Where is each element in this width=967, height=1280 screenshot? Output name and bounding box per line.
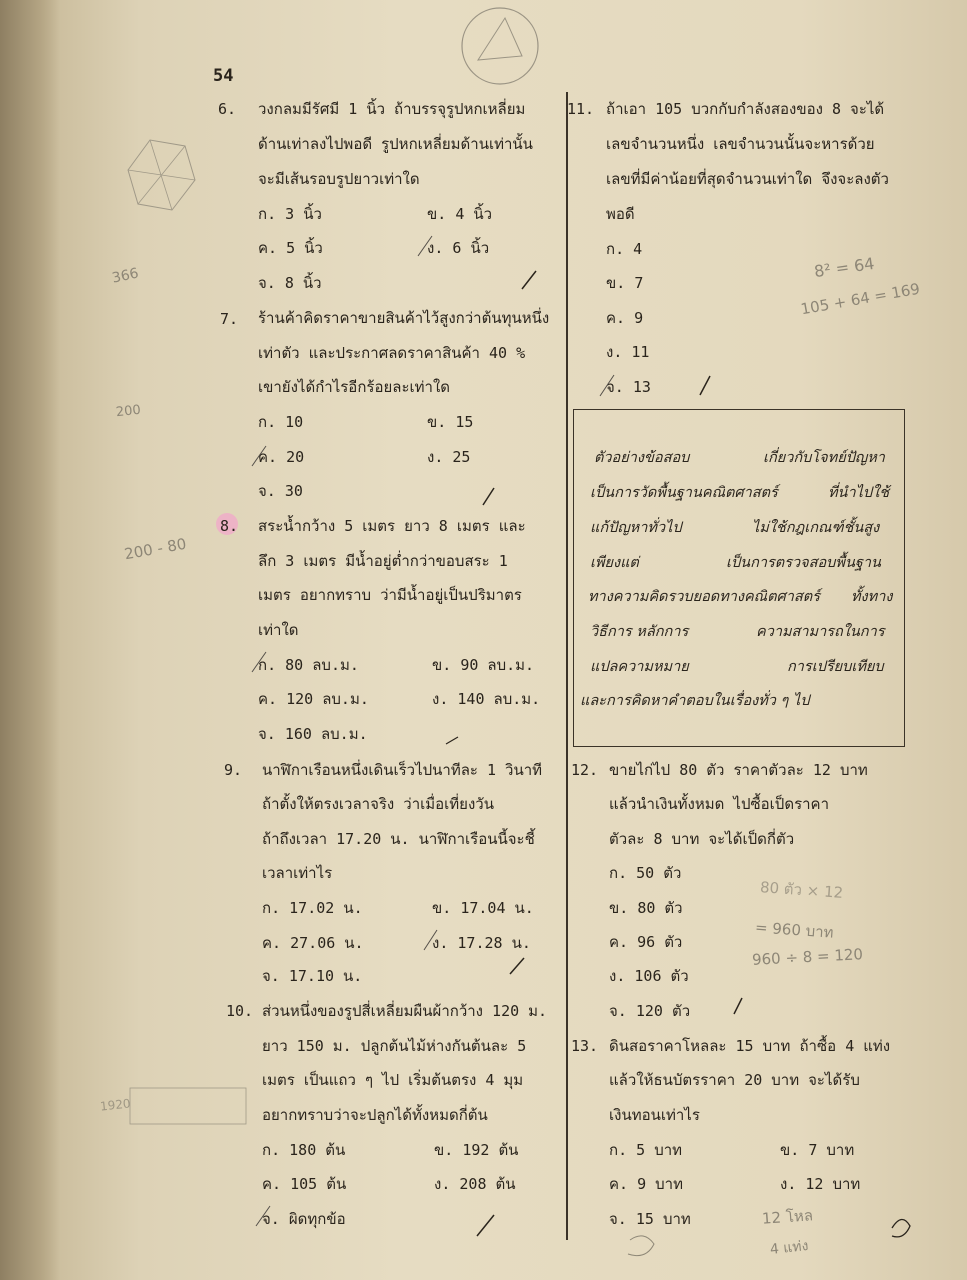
- note-line-right: ที่นำไปใช้: [828, 485, 890, 501]
- option[interactable]: จ. ผิดทุกข้อ: [262, 1210, 346, 1228]
- question-text-line: เลขที่มีค่าน้อยที่สุดจำนวนเท่าใด จึงจะลงตัว: [606, 170, 889, 188]
- question-text-line: ส่วนหนึ่งของรูปสี่เหลี่ยมผืนผ้ากว้าง 120 ม.: [262, 1002, 548, 1020]
- option[interactable]: ง. 6 นิ้ว: [427, 239, 490, 257]
- option[interactable]: ง. 140 ลบ.ม.: [432, 690, 541, 708]
- answer-tick: [700, 376, 710, 395]
- option[interactable]: จ. 30: [258, 482, 303, 500]
- question-text-line: เมตร เป็นแถว ๆ ไป เริ่มต้นตรง 4 มุม: [262, 1071, 524, 1089]
- question-text-line: ด้านเท่าลงไปพอดี รูปหกเหลี่ยมด้านเท่านั้น: [258, 135, 533, 153]
- note-line-left: และการคิดหาคำตอบในเรื่องทั่ว ๆ ไป: [580, 693, 810, 709]
- question-text-line: เวลาเท่าไร: [262, 864, 333, 882]
- note-line-left: ตัวอย่างข้อสอบ: [594, 450, 690, 466]
- note-line-right: ความสามารถในการ: [756, 624, 885, 640]
- option[interactable]: ข. 192 ต้น: [434, 1141, 519, 1159]
- option[interactable]: ข. 7 บาท: [780, 1141, 855, 1159]
- option[interactable]: ข. 17.04 น.: [432, 899, 534, 917]
- option[interactable]: จ. 8 นิ้ว: [258, 274, 322, 292]
- question-text-line: ถ้าตั้งให้ตรงเวลาจริง ว่าเมื่อเที่ยงวัน: [262, 795, 494, 813]
- pencil-scribble: [892, 1219, 910, 1236]
- answer-tick: [477, 1215, 494, 1236]
- option[interactable]: ค. 105 ต้น: [262, 1175, 347, 1193]
- answer-tick: [522, 271, 536, 289]
- option[interactable]: จ. 17.10 น.: [262, 967, 363, 985]
- option[interactable]: ก. 10: [258, 413, 304, 431]
- answer-tick: [510, 958, 524, 974]
- option[interactable]: ง. 106 ตัว: [609, 967, 689, 985]
- option[interactable]: ก. 80 ลบ.ม.: [258, 656, 359, 674]
- question-text-line: จะมีเส้นรอบรูปยาวเท่าใด: [258, 170, 420, 188]
- question-number: 12.: [571, 761, 599, 779]
- option[interactable]: ข. 4 นิ้ว: [427, 205, 493, 223]
- option[interactable]: ง. 208 ต้น: [434, 1175, 516, 1193]
- question-text-line: ถ้าถึงเวลา 17.20 น. นาฬิกาเรือนนี้จะชี้: [262, 830, 535, 848]
- option[interactable]: ง. 11: [606, 343, 650, 361]
- pencil-note: 105 + 64 = 169: [799, 279, 922, 319]
- pencil-note: 4 แท่ง: [769, 1238, 810, 1258]
- question-number: 9.: [224, 761, 243, 779]
- pencil-note: 366: [110, 265, 141, 287]
- question-text-line: ตัวละ 8 บาท จะได้เป็ดกี่ตัว: [609, 830, 795, 848]
- option[interactable]: จ. 13: [606, 378, 651, 396]
- pencil-strike: [256, 1206, 270, 1226]
- option[interactable]: ก. 17.02 น.: [262, 899, 363, 917]
- question-number: 7.: [220, 310, 239, 328]
- question-text-line: วงกลมมีรัศมี 1 นิ้ว ถ้าบรรจุรูปหกเหลี่ยม: [258, 100, 526, 118]
- note-line-right: ไม่ใช้กฎเกณฑ์ชั้นสูง: [752, 520, 880, 536]
- note-line-left: แปลความหมาย: [590, 659, 689, 675]
- pencil-note: 200 - 80: [122, 534, 188, 564]
- question-text-line: แล้วให้ธนบัตรราคา 20 บาท จะได้รับ: [609, 1071, 860, 1089]
- note-line-left: ทางความคิดรวบยอดทางคณิตศาสตร์: [588, 589, 820, 605]
- note-line-right: การเปรียบเทียบ: [787, 659, 884, 675]
- note-line-right: เป็นการตรวจสอบพื้นฐาน: [726, 555, 881, 571]
- option[interactable]: ข. 80 ตัว: [609, 899, 683, 917]
- pencil-strike: [424, 930, 437, 950]
- option[interactable]: ก. 5 บาท: [609, 1141, 683, 1159]
- note-line-left: วิธีการ หลักการ: [590, 624, 689, 640]
- question-text-line: พอดี: [606, 205, 635, 223]
- pencil-strike: [252, 446, 266, 466]
- pencil-note: = 960 บาท: [754, 918, 835, 942]
- pencil-note: 8² = 64: [812, 253, 876, 282]
- question-text-line: เขายังได้กำไรอีกร้อยละเท่าใด: [258, 378, 451, 396]
- pencil-strike: [252, 652, 266, 672]
- note-line-left: เป็นการวัดพื้นฐานคณิตศาสตร์: [590, 485, 778, 501]
- question-text-line: ขายไก่ไป 80 ตัว ราคาตัวละ 12 บาท: [609, 761, 868, 779]
- pencil-note: 80 ตัว × 12: [759, 878, 844, 902]
- option[interactable]: ข. 7: [606, 274, 644, 292]
- question-text-line: ลึก 3 เมตร มีน้ำอยู่ต่ำกว่าขอบสระ 1: [258, 552, 508, 570]
- note-line-right: ทั้งทาง: [851, 589, 893, 605]
- question-text-line: ร้านค้าคิดราคาขายสินค้าไว้สูงกว่าต้นทุนหนึ่ง: [258, 309, 550, 327]
- question-text-line: แล้วนำเงินทั้งหมด ไปซื้อเป็ดราคา: [609, 795, 830, 813]
- option[interactable]: ก. 50 ตัว: [609, 864, 682, 882]
- option[interactable]: ก. 3 นิ้ว: [258, 205, 322, 223]
- option[interactable]: ค. 9: [606, 309, 644, 327]
- option[interactable]: ข. 15: [427, 413, 474, 431]
- option[interactable]: ง. 17.28 น.: [432, 934, 531, 952]
- pencil-note: 1920: [99, 1096, 132, 1114]
- option[interactable]: ง. 12 บาท: [780, 1175, 861, 1193]
- question-text-line: เมตร อยากทราบ ว่ามีน้ำอยู่เป็นปริมาตร: [258, 586, 522, 604]
- option[interactable]: จ. 160 ลบ.ม.: [258, 725, 368, 743]
- option[interactable]: ก. 180 ต้น: [262, 1141, 346, 1159]
- question-number: 13.: [571, 1037, 599, 1055]
- option[interactable]: ค. 20: [258, 448, 305, 466]
- pencil-triangle-sketch: [478, 18, 522, 60]
- option[interactable]: ข. 90 ลบ.ม.: [432, 656, 535, 674]
- option[interactable]: ค. 5 นิ้ว: [258, 239, 323, 257]
- question-text-line: เท่าใด: [258, 621, 299, 639]
- question-text-line: เลขจำนวนหนึ่ง เลขจำนวนนั้นจะหารด้วย: [606, 135, 875, 153]
- question-number: 10.: [226, 1002, 254, 1020]
- question-text-line: เท่าตัว และประกาศลดราคาสินค้า 40 %: [258, 344, 526, 362]
- question-text-line: นาฬิกาเรือนหนึ่งเดินเร็วไปนาทีละ 1 วินาที: [262, 761, 543, 779]
- note-line-left: แก้ปัญหาทั่วไป: [590, 520, 682, 536]
- question-text-line: สระน้ำกว้าง 5 เมตร ยาว 8 เมตร และ: [258, 517, 526, 535]
- pencil-strike: [600, 375, 614, 396]
- question-text-line: เงินทอนเท่าไร: [609, 1106, 700, 1124]
- option[interactable]: ก. 4: [606, 240, 643, 258]
- question-text-line: อยากทราบว่าจะปลูกได้ทั้งหมดกี่ต้น: [262, 1106, 488, 1124]
- pencil-note: 12 โหล: [761, 1206, 814, 1228]
- pencil-circle-sketch: [462, 8, 538, 84]
- option[interactable]: ค. 9 บาท: [609, 1175, 683, 1193]
- question-text-line: ถ้าเอา 105 บวกกับกำลังสองของ 8 จะได้: [606, 100, 885, 118]
- question-number: 6.: [218, 100, 237, 118]
- note-line-left: เพียงแต่: [590, 555, 639, 571]
- option[interactable]: ค. 120 ลบ.ม.: [258, 690, 369, 708]
- pencil-note: 200: [115, 402, 142, 421]
- question-text-line: ดินสอราคาโหลละ 15 บาท ถ้าซื้อ 4 แท่ง: [609, 1037, 891, 1055]
- question-text-line: ยาว 150 ม. ปลูกต้นไม้ห่างกันต้นละ 5: [262, 1037, 527, 1055]
- option[interactable]: ค. 27.06 น.: [262, 934, 364, 952]
- answer-tick: [734, 998, 742, 1014]
- answer-tick: [446, 737, 458, 744]
- question-number: 8.: [220, 517, 239, 535]
- pencil-strike: [418, 236, 432, 256]
- answer-tick: [483, 488, 494, 505]
- option[interactable]: จ. 120 ตัว: [609, 1002, 691, 1020]
- pencil-scribble: [628, 1236, 654, 1256]
- pencil-note: 960 ÷ 8 = 120: [751, 945, 864, 969]
- pencil-box-sketch: [130, 1088, 246, 1124]
- page-number: 54: [213, 66, 234, 86]
- option[interactable]: จ. 15 บาท: [609, 1210, 691, 1228]
- question-number: 11.: [567, 100, 595, 118]
- option[interactable]: ง. 25: [427, 448, 471, 466]
- option[interactable]: ค. 96 ตัว: [609, 933, 683, 951]
- note-line-right: เกี่ยวกับโจทย์ปัญหา: [763, 450, 885, 466]
